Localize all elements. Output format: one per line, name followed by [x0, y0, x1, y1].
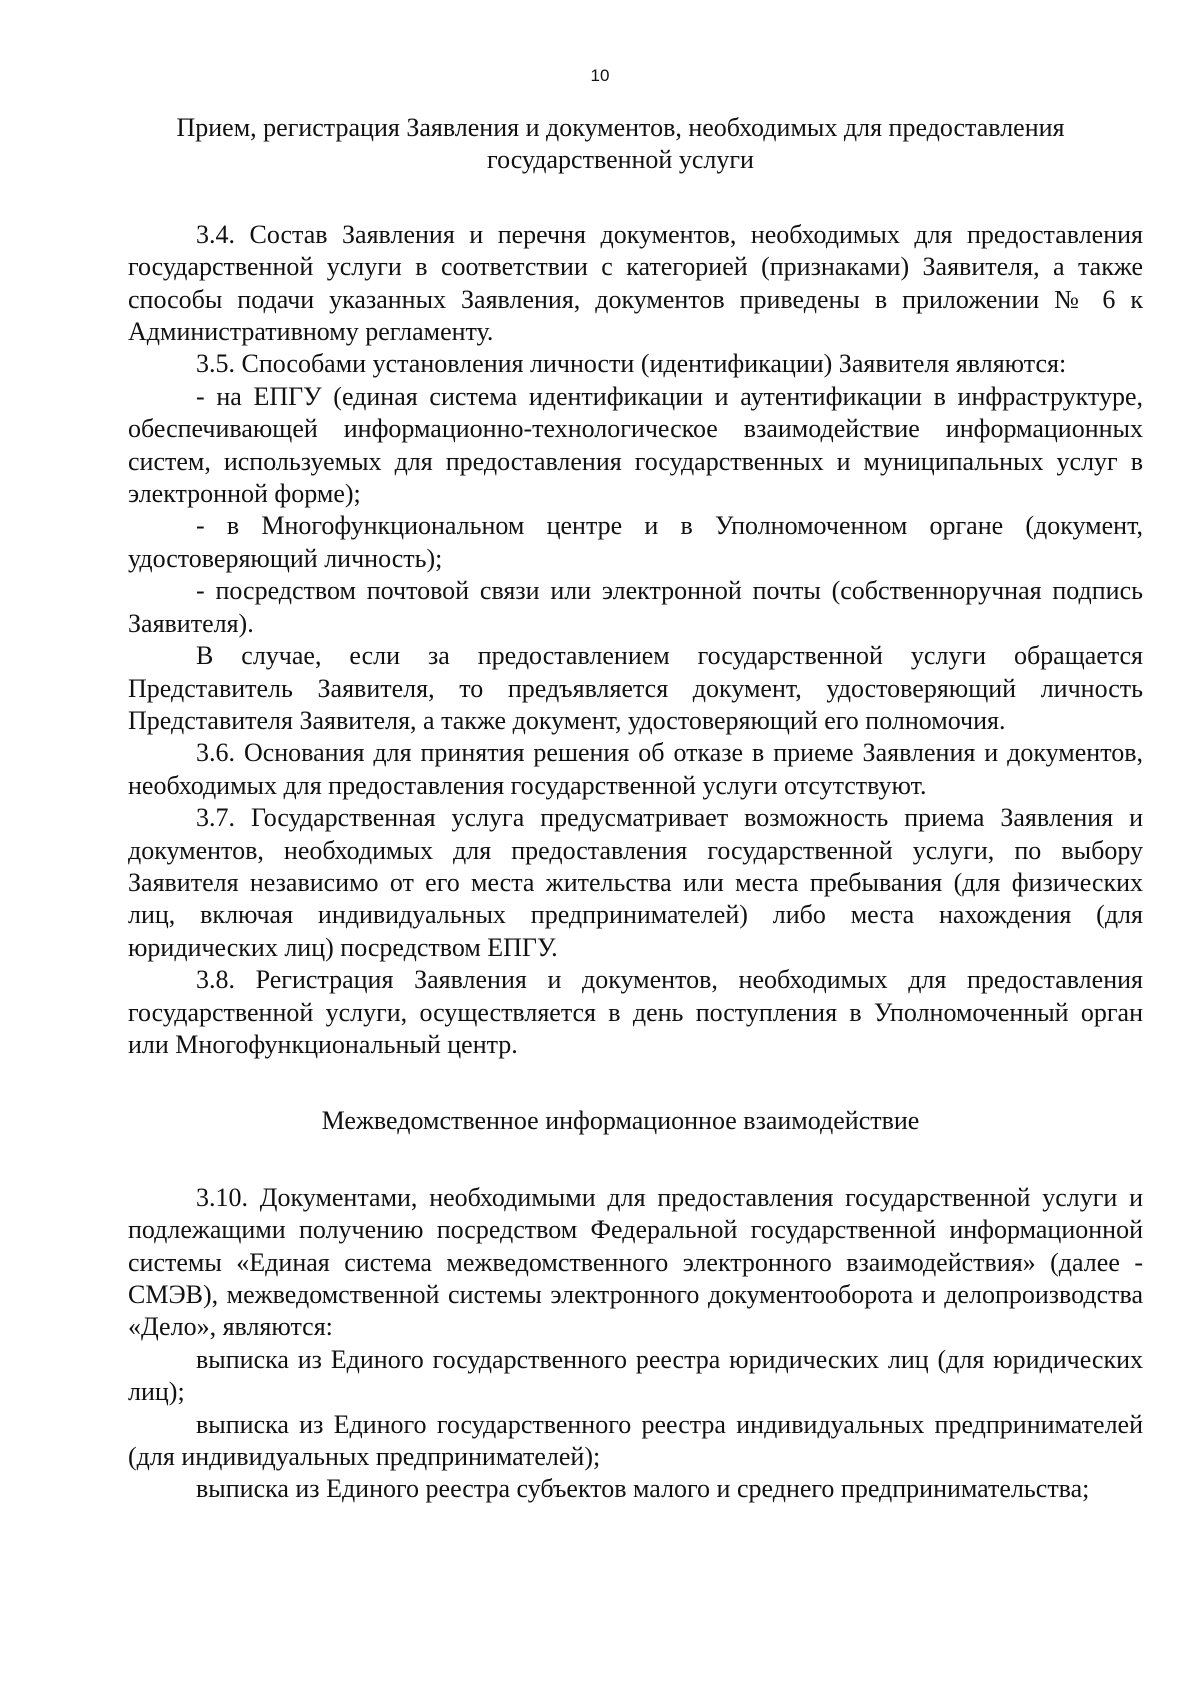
list-item-sme-registry: выписка из Единого реестра субъектов малого и среднего предпринимательства; — [196, 1474, 1090, 1504]
section-heading-reception: Прием, регистрация Заявления и документов, необходимых для предоставления государственной услуги — [176, 113, 1065, 175]
list-item-egrip: выписка из Единого государственного реестра индивидуальных предпринимателей (для индивидуальных предпринимателей); — [128, 1409, 1143, 1472]
paragraph-3-7: 3.7. Государственная услуга предусматривает возможность приема Заявления и документов, необходимых для предоставления государственной услуги, по выбору Заявителя независимо от его места жительства или места пребывания (для физических лиц, включая индивидуальных предпринимателей) либо места нахождения (для юридических лиц) посредством ЕПГУ. — [128, 803, 1143, 962]
paragraph-3-8: 3.8. Регистрация Заявления и документов, необходимых для предоставления государственной услуги, осуществляется в день поступления в Уполномоченный орган или Многофункциональный центр. — [128, 965, 1143, 1059]
page-number: 10 — [590, 66, 610, 85]
paragraph-3-6: 3.6. Основания для принятия решения об отказе в приеме Заявления и документов, необходимых для предоставления государственной услуги отсутствуют. — [128, 738, 1143, 800]
paragraph-3-5: 3.5. Способами установления личности (идентификации) Заявителя являются: — [196, 349, 1067, 379]
paragraph-representative: В случае, если за предоставлением государственной услуги обращается Представитель Заявителя, то предъявляется документ, удостоверяющий личность Представителя Заявителя, а также документ, удостоверяющий его полномочия. — [128, 641, 1143, 735]
list-item-mfc: - в Многофункциональном центре и в Уполномоченном органе (документ, удостоверяющий личность); — [128, 511, 1143, 573]
list-item-epgu: - на ЕПГУ (единая система идентификации и аутентификации в инфраструктуре, обеспечивающей информационно-технологическое взаимодействие информационных систем, используемых для предоставления государственных и муниципальных услуг в электронной форме); — [128, 381, 1143, 509]
document-body — [128, 112, 1143, 1506]
paragraph-3-10: 3.10. Документами, необходимыми для предоставления государственной услуги и подлежащими получению посредством Федеральной государственной информационной системы «Единая система межведомственного электронного взаимодействия» (далее - СМЭВ), межведомственной системы электронного документооборота и делопроизводства «Дело», являются: — [128, 1182, 1143, 1342]
section-heading-interagency: Межведомственное информационное взаимодействие — [321, 1106, 920, 1136]
list-item-post: - посредством почтовой связи или электронной почты (собственноручная подпись Заявителя). — [128, 576, 1143, 638]
list-item-egrul: выписка из Единого государственного реестра юридических лиц (для юридических лиц); — [128, 1344, 1143, 1407]
paragraph-3-4: 3.4. Состав Заявления и перечня документов, необходимых для предоставления государственной услуги в соответствии с категорией (признаками) Заявителя, а также способы подачи указанных Заявления, документов приведены в приложении № 6 к Административному регламенту. — [128, 219, 1143, 347]
